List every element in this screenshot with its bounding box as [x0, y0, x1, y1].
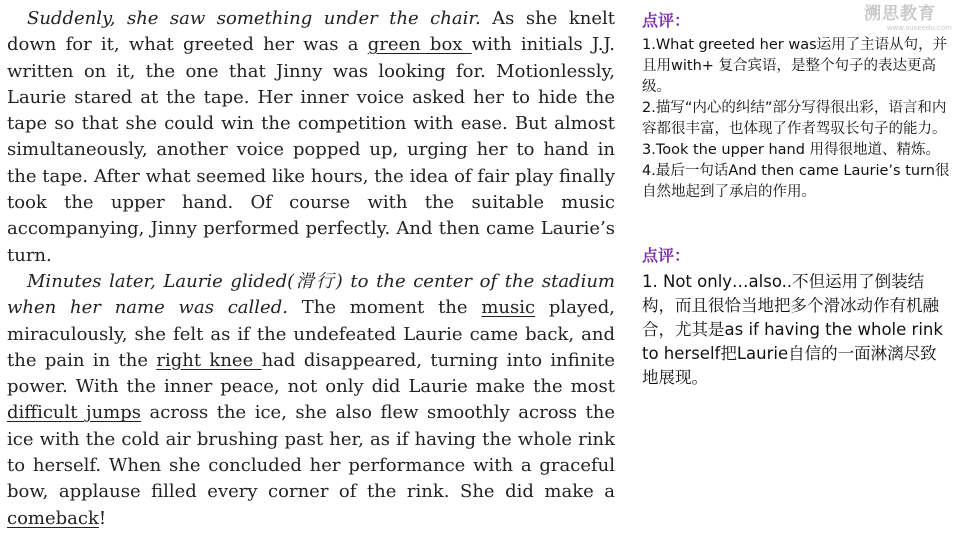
underlined-phrase: difficult jumps — [7, 402, 141, 424]
comment-panel — [642, 10, 950, 390]
comment-title: 点评： — [642, 11, 691, 30]
intro-sentence: Suddenly, she saw something under the chair. — [27, 8, 481, 29]
text-run: The moment the — [287, 297, 482, 319]
comment-item: 1. Not only…also..不但运用了倒装结构，而且很恰当地把多个滑冰动作有机融合，尤其是as if having the whole rink to herself把Laurie自信的一面淋漓尽致地展现。 — [642, 272, 943, 387]
essay-paragraph-1 — [7, 6, 615, 269]
text-run: with initials J.J. written on it, the one that Jinny was looking for. Motionlessly, Laurie stared at the tape. Her inner voice asked her to hide the tape so that she could win the competition with ease. But almost simultaneously, another voice popped up, urging her to hand in the tape. After what seemed like hours, the idea of fair play finally took the upper hand. Of course with the suitable music accompanying, Jinny performed perfectly. And then came Laurie’s turn. — [7, 34, 615, 266]
logo-text: 溯思教育 — [864, 4, 936, 24]
comment-item: 4.最后一句话And then came Laurie’s turn很自然地起到了承启的作用。 — [642, 163, 950, 200]
underlined-phrase: green box — [367, 34, 472, 56]
underlined-phrase: music — [481, 297, 536, 319]
comment-block-1 — [642, 10, 950, 203]
text-run: had disappeared, turning into infinite power. With the inner peace, not only did Laurie make the most — [7, 349, 615, 398]
essay-paragraph-2 — [7, 269, 615, 532]
essay-text — [7, 6, 615, 532]
comment-title: 点评： — [642, 246, 691, 265]
text-run: ! — [98, 507, 107, 529]
underlined-phrase: right knee — [156, 349, 262, 371]
logo-url: www.suseedu.com — [886, 24, 952, 32]
comment-item: 2.描写“内心的纠结”部分写得很出彩，语言和内容都很丰富，也体现了作者驾驭长句子的能力。 — [642, 100, 947, 137]
comment-block-2 — [642, 243, 950, 390]
intro-sentence: Minutes later, Laurie glided(滑行) to the center of the stadium when her name was called. — [7, 270, 615, 319]
text-run: As she knelt down for it, what greeted her was a — [7, 8, 616, 56]
text-run: across the ice, she also flew smoothly across the ice with the cold air brushing past her, as if having the whole rink to herself. When she concluded her performance with a graceful bow, applause filled every corner of the rink. She did make a — [7, 402, 615, 503]
underlined-phrase: comeback — [7, 507, 99, 529]
comment-item: 3.Took the upper hand 用得很地道、精炼。 — [642, 142, 941, 158]
comment-item: 1.What greeted her was运用了主语从句，并且用with+ 复合宾语，是整个句子的表达更高级。 — [642, 37, 948, 95]
text-run: played, miraculously, she felt as if the undefeated Laurie came back, and the pain in the — [7, 297, 615, 371]
